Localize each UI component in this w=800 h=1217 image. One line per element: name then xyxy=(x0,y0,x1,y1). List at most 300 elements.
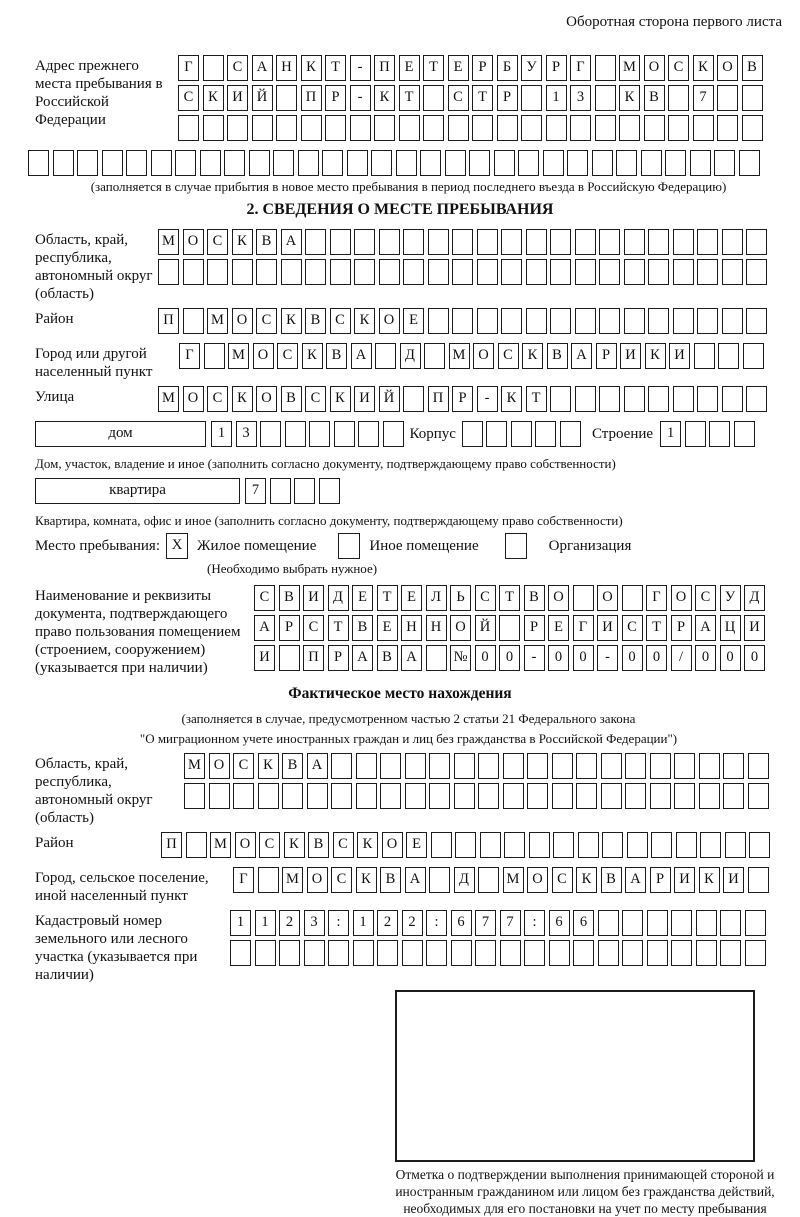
char-cell[interactable] xyxy=(207,259,228,285)
char-cell[interactable] xyxy=(619,115,640,141)
char-cell[interactable]: 6 xyxy=(549,910,570,936)
char-cell[interactable]: К xyxy=(203,85,224,111)
char-cell[interactable] xyxy=(622,585,643,611)
char-cell[interactable] xyxy=(405,753,426,779)
char-cell[interactable] xyxy=(281,259,302,285)
char-cell[interactable]: С xyxy=(227,55,248,81)
char-cell[interactable]: Р xyxy=(497,85,518,111)
char-cell[interactable] xyxy=(665,150,686,176)
char-cell[interactable] xyxy=(462,421,483,447)
char-cell[interactable]: М xyxy=(207,308,228,334)
char-cell[interactable]: Д xyxy=(744,585,765,611)
char-cell[interactable] xyxy=(469,150,490,176)
char-cell[interactable]: В xyxy=(524,585,545,611)
char-cell[interactable] xyxy=(322,150,343,176)
char-cell[interactable] xyxy=(403,386,424,412)
char-cell[interactable]: - xyxy=(350,85,371,111)
char-cell[interactable]: Н xyxy=(401,615,422,641)
char-cell[interactable]: - xyxy=(350,55,371,81)
char-cell[interactable] xyxy=(428,259,449,285)
char-cell[interactable] xyxy=(258,783,279,809)
char-cell[interactable] xyxy=(270,478,291,504)
char-cell[interactable]: А xyxy=(352,645,373,671)
char-cell[interactable] xyxy=(674,783,695,809)
char-cell[interactable] xyxy=(599,229,620,255)
char-cell[interactable]: Г xyxy=(178,55,199,81)
char-cell[interactable] xyxy=(298,150,319,176)
char-cell[interactable]: 3 xyxy=(570,85,591,111)
char-cell[interactable] xyxy=(648,229,669,255)
char-cell[interactable] xyxy=(183,259,204,285)
char-cell[interactable]: К xyxy=(374,85,395,111)
char-cell[interactable] xyxy=(260,421,281,447)
char-cell[interactable] xyxy=(183,308,204,334)
char-cell[interactable] xyxy=(651,832,672,858)
char-cell[interactable] xyxy=(573,940,594,966)
char-cell[interactable]: И xyxy=(227,85,248,111)
char-cell[interactable]: 2 xyxy=(279,910,300,936)
char-cell[interactable] xyxy=(501,308,522,334)
char-cell[interactable] xyxy=(578,832,599,858)
char-cell[interactable]: Е xyxy=(352,585,373,611)
char-cell[interactable]: С xyxy=(207,229,228,255)
char-cell[interactable]: Р xyxy=(452,386,473,412)
char-cell[interactable] xyxy=(552,783,573,809)
char-cell[interactable]: Р xyxy=(524,615,545,641)
char-cell[interactable] xyxy=(690,150,711,176)
char-cell[interactable] xyxy=(576,753,597,779)
char-cell[interactable] xyxy=(526,308,547,334)
char-cell[interactable] xyxy=(472,115,493,141)
char-cell[interactable] xyxy=(350,115,371,141)
char-cell[interactable] xyxy=(616,150,637,176)
char-cell[interactable] xyxy=(550,386,571,412)
char-cell[interactable]: П xyxy=(161,832,182,858)
char-cell[interactable] xyxy=(126,150,147,176)
char-cell[interactable] xyxy=(28,150,49,176)
char-cell[interactable]: К xyxy=(232,386,253,412)
char-cell[interactable] xyxy=(723,753,744,779)
char-cell[interactable]: 7 xyxy=(500,910,521,936)
char-cell[interactable] xyxy=(477,229,498,255)
char-cell[interactable]: Т xyxy=(423,55,444,81)
char-cell[interactable]: Р xyxy=(279,615,300,641)
char-cell[interactable]: К xyxy=(357,832,378,858)
char-cell[interactable] xyxy=(478,753,499,779)
char-cell[interactable]: В xyxy=(282,753,303,779)
char-cell[interactable] xyxy=(697,308,718,334)
char-cell[interactable]: Б xyxy=(497,55,518,81)
char-cell[interactable]: И xyxy=(620,343,641,369)
char-cell[interactable]: Т xyxy=(472,85,493,111)
char-cell[interactable] xyxy=(602,832,623,858)
char-cell[interactable] xyxy=(334,421,355,447)
char-cell[interactable]: - xyxy=(597,645,618,671)
char-cell[interactable] xyxy=(186,832,207,858)
char-cell[interactable] xyxy=(673,386,694,412)
char-cell[interactable] xyxy=(325,115,346,141)
char-cell[interactable] xyxy=(285,421,306,447)
char-cell[interactable]: И xyxy=(597,615,618,641)
char-cell[interactable]: : xyxy=(426,910,447,936)
char-cell[interactable]: И xyxy=(723,867,744,893)
char-cell[interactable] xyxy=(714,150,735,176)
char-cell[interactable]: С xyxy=(695,585,716,611)
char-cell[interactable] xyxy=(624,259,645,285)
char-cell[interactable] xyxy=(521,85,542,111)
char-cell[interactable] xyxy=(647,910,668,936)
char-cell[interactable] xyxy=(550,308,571,334)
char-cell[interactable]: В xyxy=(644,85,665,111)
char-cell[interactable] xyxy=(693,115,714,141)
char-cell[interactable] xyxy=(742,115,763,141)
char-cell[interactable] xyxy=(428,308,449,334)
char-cell[interactable] xyxy=(354,259,375,285)
char-cell[interactable] xyxy=(420,150,441,176)
char-cell[interactable]: 1 xyxy=(255,910,276,936)
char-cell[interactable] xyxy=(396,150,417,176)
char-cell[interactable]: О xyxy=(527,867,548,893)
char-cell[interactable] xyxy=(358,421,379,447)
char-cell[interactable] xyxy=(648,386,669,412)
char-cell[interactable]: С xyxy=(331,867,352,893)
char-cell[interactable]: П xyxy=(301,85,322,111)
char-cell[interactable]: Т xyxy=(499,585,520,611)
char-cell[interactable]: О xyxy=(307,867,328,893)
char-cell[interactable]: К xyxy=(522,343,543,369)
char-cell[interactable] xyxy=(452,229,473,255)
char-cell[interactable]: Г xyxy=(646,585,667,611)
char-cell[interactable] xyxy=(745,940,766,966)
char-cell[interactable] xyxy=(567,150,588,176)
char-cell[interactable] xyxy=(249,150,270,176)
char-cell[interactable]: Ц xyxy=(720,615,741,641)
char-cell[interactable] xyxy=(723,783,744,809)
char-cell[interactable] xyxy=(478,867,499,893)
char-cell[interactable] xyxy=(354,229,375,255)
char-cell[interactable] xyxy=(746,229,767,255)
char-cell[interactable]: А xyxy=(625,867,646,893)
char-cell[interactable]: К xyxy=(645,343,666,369)
char-cell[interactable]: Ь xyxy=(450,585,471,611)
char-cell[interactable] xyxy=(575,259,596,285)
char-cell[interactable] xyxy=(503,753,524,779)
char-cell[interactable]: В xyxy=(281,386,302,412)
char-cell[interactable]: К xyxy=(501,386,522,412)
char-cell[interactable] xyxy=(477,308,498,334)
char-cell[interactable]: К xyxy=(301,55,322,81)
char-cell[interactable] xyxy=(353,940,374,966)
char-cell[interactable] xyxy=(328,940,349,966)
char-cell[interactable]: А xyxy=(307,753,328,779)
char-cell[interactable] xyxy=(426,645,447,671)
char-cell[interactable]: / xyxy=(671,645,692,671)
char-cell[interactable]: О xyxy=(209,753,230,779)
char-cell[interactable] xyxy=(276,85,297,111)
char-cell[interactable] xyxy=(697,229,718,255)
char-cell[interactable]: Е xyxy=(406,832,427,858)
char-cell[interactable] xyxy=(676,832,697,858)
char-cell[interactable] xyxy=(668,115,689,141)
char-cell[interactable]: И xyxy=(744,615,765,641)
char-cell[interactable] xyxy=(746,308,767,334)
char-cell[interactable]: В xyxy=(256,229,277,255)
char-cell[interactable]: Н xyxy=(276,55,297,81)
char-cell[interactable]: О xyxy=(717,55,738,81)
char-cell[interactable]: Д xyxy=(454,867,475,893)
char-cell[interactable]: М xyxy=(158,229,179,255)
char-cell[interactable]: 1 xyxy=(353,910,374,936)
char-cell[interactable] xyxy=(575,229,596,255)
char-cell[interactable] xyxy=(518,150,539,176)
char-cell[interactable] xyxy=(319,478,340,504)
char-cell[interactable]: И xyxy=(674,867,695,893)
char-cell[interactable] xyxy=(273,150,294,176)
char-cell[interactable]: Е xyxy=(401,585,422,611)
char-cell[interactable] xyxy=(560,421,581,447)
char-cell[interactable] xyxy=(232,259,253,285)
char-cell[interactable] xyxy=(648,259,669,285)
char-cell[interactable] xyxy=(305,229,326,255)
char-cell[interactable] xyxy=(550,229,571,255)
char-cell[interactable] xyxy=(477,259,498,285)
char-cell[interactable] xyxy=(501,259,522,285)
char-cell[interactable]: А xyxy=(252,55,273,81)
char-cell[interactable] xyxy=(668,85,689,111)
char-cell[interactable] xyxy=(570,115,591,141)
char-cell[interactable]: С xyxy=(277,343,298,369)
char-cell[interactable] xyxy=(423,85,444,111)
char-cell[interactable] xyxy=(521,115,542,141)
char-cell[interactable] xyxy=(431,832,452,858)
char-cell[interactable] xyxy=(575,386,596,412)
char-cell[interactable] xyxy=(175,150,196,176)
char-cell[interactable] xyxy=(429,783,450,809)
char-cell[interactable] xyxy=(429,753,450,779)
char-cell[interactable]: С xyxy=(498,343,519,369)
char-cell[interactable]: К xyxy=(281,308,302,334)
char-cell[interactable] xyxy=(426,940,447,966)
char-cell[interactable] xyxy=(725,832,746,858)
char-cell[interactable]: А xyxy=(351,343,372,369)
char-cell[interactable]: 1 xyxy=(660,421,681,447)
char-cell[interactable]: С xyxy=(259,832,280,858)
char-cell[interactable] xyxy=(307,783,328,809)
char-cell[interactable]: А xyxy=(571,343,592,369)
char-cell[interactable] xyxy=(331,783,352,809)
char-cell[interactable] xyxy=(748,867,769,893)
char-cell[interactable]: В xyxy=(742,55,763,81)
char-cell[interactable] xyxy=(599,259,620,285)
char-cell[interactable] xyxy=(709,421,730,447)
char-cell[interactable] xyxy=(184,783,205,809)
char-cell[interactable] xyxy=(330,229,351,255)
char-cell[interactable] xyxy=(644,115,665,141)
char-cell[interactable] xyxy=(178,115,199,141)
char-cell[interactable]: № xyxy=(450,645,471,671)
checkbox-residential[interactable]: X xyxy=(166,533,188,559)
char-cell[interactable] xyxy=(330,259,351,285)
char-cell[interactable] xyxy=(500,940,521,966)
char-cell[interactable]: К xyxy=(693,55,714,81)
char-cell[interactable]: С xyxy=(256,308,277,334)
char-cell[interactable]: И xyxy=(303,585,324,611)
char-cell[interactable]: К xyxy=(302,343,323,369)
char-cell[interactable]: В xyxy=(308,832,329,858)
char-cell[interactable] xyxy=(356,753,377,779)
char-cell[interactable] xyxy=(227,115,248,141)
char-cell[interactable] xyxy=(526,229,547,255)
char-cell[interactable]: К xyxy=(619,85,640,111)
char-cell[interactable] xyxy=(209,783,230,809)
char-cell[interactable]: Д xyxy=(328,585,349,611)
char-cell[interactable] xyxy=(595,55,616,81)
char-cell[interactable] xyxy=(622,910,643,936)
char-cell[interactable] xyxy=(371,150,392,176)
char-cell[interactable] xyxy=(524,940,545,966)
char-cell[interactable]: О xyxy=(382,832,403,858)
char-cell[interactable]: К xyxy=(356,867,377,893)
char-cell[interactable]: И xyxy=(354,386,375,412)
char-cell[interactable]: Е xyxy=(377,615,398,641)
char-cell[interactable]: : xyxy=(524,910,545,936)
char-cell[interactable] xyxy=(255,940,276,966)
char-cell[interactable]: Г xyxy=(570,55,591,81)
char-cell[interactable] xyxy=(454,753,475,779)
char-cell[interactable]: П xyxy=(303,645,324,671)
char-cell[interactable] xyxy=(203,115,224,141)
char-cell[interactable] xyxy=(375,343,396,369)
char-cell[interactable] xyxy=(595,115,616,141)
char-cell[interactable]: 0 xyxy=(622,645,643,671)
char-cell[interactable]: В xyxy=(279,585,300,611)
char-cell[interactable] xyxy=(478,783,499,809)
char-cell[interactable] xyxy=(258,867,279,893)
char-cell[interactable] xyxy=(279,940,300,966)
char-cell[interactable] xyxy=(256,259,277,285)
char-cell[interactable] xyxy=(309,421,330,447)
char-cell[interactable]: М xyxy=(158,386,179,412)
char-cell[interactable] xyxy=(746,259,767,285)
char-cell[interactable]: К xyxy=(354,308,375,334)
char-cell[interactable] xyxy=(734,421,755,447)
char-cell[interactable]: В xyxy=(352,615,373,641)
char-cell[interactable]: С xyxy=(448,85,469,111)
char-cell[interactable] xyxy=(573,585,594,611)
char-cell[interactable]: К xyxy=(330,386,351,412)
char-cell[interactable]: Й xyxy=(379,386,400,412)
char-cell[interactable] xyxy=(102,150,123,176)
char-cell[interactable] xyxy=(304,940,325,966)
char-cell[interactable]: К xyxy=(576,867,597,893)
char-cell[interactable] xyxy=(722,259,743,285)
char-cell[interactable] xyxy=(294,478,315,504)
char-cell[interactable]: О xyxy=(644,55,665,81)
char-cell[interactable]: У xyxy=(720,585,741,611)
char-cell[interactable]: 6 xyxy=(573,910,594,936)
char-cell[interactable]: Т xyxy=(328,615,349,641)
char-cell[interactable]: 0 xyxy=(720,645,741,671)
char-cell[interactable] xyxy=(673,308,694,334)
char-cell[interactable] xyxy=(445,150,466,176)
char-cell[interactable] xyxy=(748,753,769,779)
char-cell[interactable]: В xyxy=(380,867,401,893)
char-cell[interactable]: М xyxy=(503,867,524,893)
char-cell[interactable]: У xyxy=(521,55,542,81)
char-cell[interactable] xyxy=(301,115,322,141)
char-cell[interactable]: О xyxy=(256,386,277,412)
char-cell[interactable] xyxy=(748,783,769,809)
char-cell[interactable] xyxy=(403,229,424,255)
char-cell[interactable]: С xyxy=(475,585,496,611)
char-cell[interactable] xyxy=(428,229,449,255)
char-cell[interactable] xyxy=(499,615,520,641)
char-cell[interactable]: О xyxy=(597,585,618,611)
char-cell[interactable]: И xyxy=(669,343,690,369)
char-cell[interactable] xyxy=(696,940,717,966)
char-cell[interactable] xyxy=(399,115,420,141)
char-cell[interactable] xyxy=(452,259,473,285)
char-cell[interactable]: Е xyxy=(399,55,420,81)
char-cell[interactable]: 0 xyxy=(744,645,765,671)
char-cell[interactable] xyxy=(718,343,739,369)
char-cell[interactable]: 0 xyxy=(695,645,716,671)
char-cell[interactable] xyxy=(402,940,423,966)
char-cell[interactable]: К xyxy=(232,229,253,255)
char-cell[interactable]: Р xyxy=(596,343,617,369)
char-cell[interactable] xyxy=(252,115,273,141)
char-cell[interactable] xyxy=(282,783,303,809)
char-cell[interactable] xyxy=(383,421,404,447)
char-cell[interactable] xyxy=(671,940,692,966)
char-cell[interactable] xyxy=(451,940,472,966)
char-cell[interactable] xyxy=(673,259,694,285)
char-cell[interactable]: Г xyxy=(179,343,200,369)
char-cell[interactable]: О xyxy=(235,832,256,858)
char-cell[interactable]: Р xyxy=(325,85,346,111)
char-cell[interactable]: С xyxy=(668,55,689,81)
char-cell[interactable]: 2 xyxy=(402,910,423,936)
char-cell[interactable] xyxy=(739,150,760,176)
char-cell[interactable]: 0 xyxy=(548,645,569,671)
char-cell[interactable] xyxy=(380,753,401,779)
char-cell[interactable]: В xyxy=(601,867,622,893)
char-cell[interactable]: С xyxy=(233,753,254,779)
char-cell[interactable] xyxy=(627,832,648,858)
char-cell[interactable] xyxy=(504,832,525,858)
char-cell[interactable] xyxy=(549,940,570,966)
char-cell[interactable]: 3 xyxy=(236,421,257,447)
char-cell[interactable]: Р xyxy=(671,615,692,641)
char-cell[interactable]: - xyxy=(524,645,545,671)
char-cell[interactable] xyxy=(452,308,473,334)
char-cell[interactable]: Т xyxy=(399,85,420,111)
char-cell[interactable] xyxy=(624,386,645,412)
char-cell[interactable] xyxy=(650,753,671,779)
char-cell[interactable]: 1 xyxy=(546,85,567,111)
char-cell[interactable]: 3 xyxy=(304,910,325,936)
char-cell[interactable] xyxy=(641,150,662,176)
char-cell[interactable]: 0 xyxy=(499,645,520,671)
char-cell[interactable] xyxy=(743,343,764,369)
char-cell[interactable]: К xyxy=(284,832,305,858)
char-cell[interactable] xyxy=(501,229,522,255)
char-cell[interactable] xyxy=(480,832,501,858)
char-cell[interactable] xyxy=(503,783,524,809)
char-cell[interactable]: С xyxy=(207,386,228,412)
char-cell[interactable]: С xyxy=(303,615,324,641)
char-cell[interactable]: 0 xyxy=(573,645,594,671)
